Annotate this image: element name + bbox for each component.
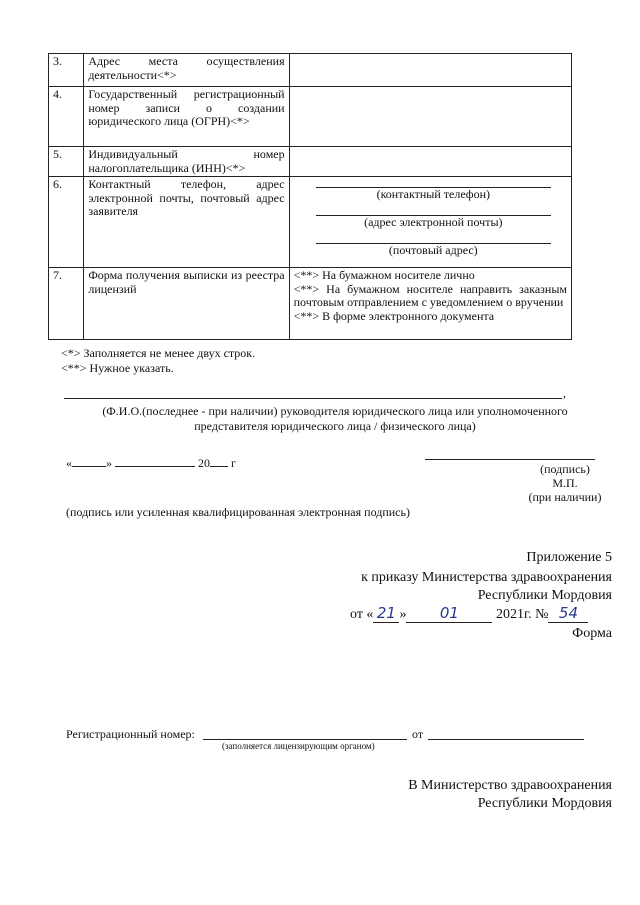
row-label: Форма получения выписки из реестра лицензий bbox=[84, 268, 289, 340]
addressee-line1: В Министерство здравоохранения bbox=[408, 778, 612, 793]
row-value-field[interactable] bbox=[289, 54, 571, 87]
date-open-quote: « bbox=[66, 456, 72, 470]
date-day-field[interactable] bbox=[72, 466, 106, 467]
fio-caption-line2: представителя юридического лица / физического лица) bbox=[194, 419, 476, 433]
registration-caption: (заполняется лицензирующим органом) bbox=[222, 741, 375, 751]
table-row bbox=[49, 177, 572, 268]
option-electronic[interactable]: <**> В форме электронного документа bbox=[293, 308, 495, 323]
footnote-choose: <**> Нужное указать. bbox=[61, 361, 174, 375]
row-number: 6. bbox=[49, 177, 84, 268]
table-row bbox=[49, 54, 572, 87]
appendix-title: Приложение 5 bbox=[526, 550, 612, 565]
appendix-year-number: 2021г. № bbox=[495, 607, 549, 622]
row-value-field[interactable] bbox=[289, 87, 571, 147]
appendix-region-line: Республики Мордовия bbox=[477, 588, 612, 603]
row-number: 4. bbox=[49, 87, 84, 147]
option-paper-by-mail[interactable]: <**> На бумажном носителе направить заказным почтовым отправлением с уведомлением о вручении bbox=[293, 281, 567, 309]
trailing-comma: , bbox=[563, 386, 566, 400]
registration-from-label: от bbox=[412, 727, 424, 741]
license-application-table bbox=[48, 53, 572, 340]
contact-fields bbox=[289, 177, 571, 268]
row-number: 5. bbox=[49, 147, 84, 177]
row-value-field[interactable] bbox=[289, 147, 571, 177]
date-row bbox=[66, 456, 276, 472]
row-label: Государственный регистрационный номер записи о создании юридического лица (ОГРН)<*> bbox=[84, 87, 289, 147]
registration-date-field[interactable] bbox=[428, 739, 584, 740]
option-paper-in-person[interactable]: <**> На бумажном носителе лично bbox=[293, 268, 475, 282]
appendix-day: 21 bbox=[373, 604, 399, 623]
postal-address-field-caption[interactable]: (почтовый адрес) bbox=[316, 243, 551, 257]
stamp-label: М.П. bbox=[552, 476, 578, 490]
appendix-date-close: » bbox=[399, 607, 407, 622]
registration-number-field[interactable] bbox=[203, 739, 407, 740]
email-field-caption[interactable]: (адрес электронной почты) bbox=[316, 215, 551, 229]
appendix-order-line: к приказу Министерства здравоохранения bbox=[361, 570, 612, 585]
year-suffix: г bbox=[231, 456, 236, 470]
row-number: 7. bbox=[49, 268, 84, 340]
date-close-quote: » bbox=[106, 456, 112, 470]
table-row bbox=[49, 268, 572, 340]
year-prefix: 20 bbox=[198, 456, 210, 470]
appendix-month: 01 bbox=[406, 604, 492, 623]
signature-line[interactable] bbox=[425, 459, 595, 460]
fio-caption-line1: (Ф.И.О.(последнее - при наличии) руководителя юридического лица или уполномоченного bbox=[102, 404, 568, 418]
esign-caption: (подпись или усиленная квалифицированная электронная подпись) bbox=[66, 505, 410, 519]
table-row bbox=[49, 87, 572, 147]
phone-field-caption[interactable]: (контактный телефон) bbox=[316, 187, 551, 201]
footnote-required: <*> Заполняется не менее двух строк. bbox=[61, 346, 256, 360]
delivery-options bbox=[289, 268, 571, 340]
appendix-number: 54 bbox=[548, 604, 588, 623]
row-label: Контактный телефон, адрес электронной почты, почтовый адрес заявителя bbox=[84, 177, 289, 268]
form-label: Форма bbox=[572, 626, 612, 641]
row-label: Индивидуальный номер налогоплательщика (ИНН)<*> bbox=[84, 147, 289, 177]
registration-label: Регистрационный номер: bbox=[66, 727, 195, 741]
signature-label: (подпись) bbox=[540, 462, 590, 476]
row-number: 3. bbox=[49, 54, 84, 87]
date-month-field[interactable] bbox=[115, 466, 195, 467]
appendix-date-prefix: от « bbox=[350, 607, 374, 622]
stamp-note: (при наличии) bbox=[528, 490, 602, 504]
table-row bbox=[49, 147, 572, 177]
date-year-field[interactable] bbox=[210, 466, 228, 467]
fio-line[interactable] bbox=[64, 398, 562, 399]
appendix-date-line bbox=[350, 604, 615, 623]
row-label: Адрес места осуществления деятельности<*> bbox=[84, 54, 289, 87]
addressee-line2: Республики Мордовия bbox=[477, 796, 612, 811]
